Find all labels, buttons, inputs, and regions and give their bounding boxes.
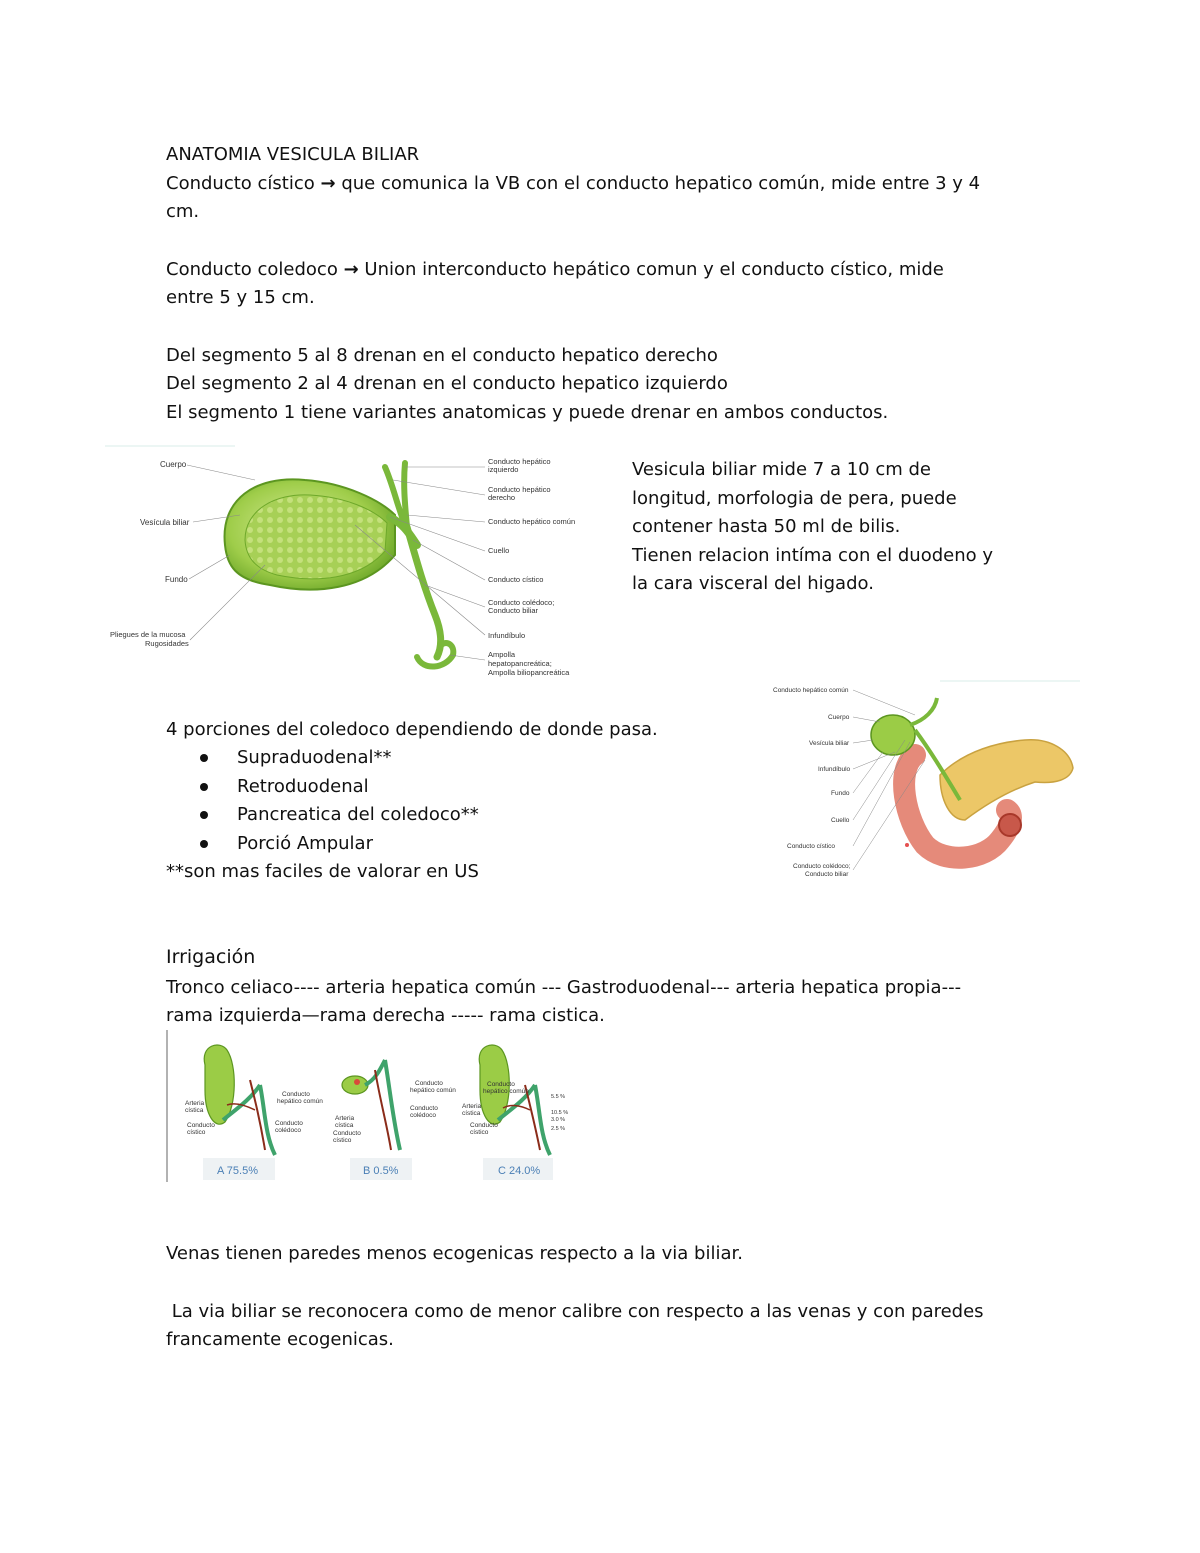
porciones-intro: 4 porciones del coledoco dependiendo de donde pasa. [166,719,658,740]
duct-shape [535,1085,550,1155]
label: Conducto [415,1080,443,1087]
list-item: Pancreatica del coledoco** [166,801,479,830]
label: hepático común [410,1087,456,1094]
label: hepático común [483,1088,529,1095]
label: 2.5 % [551,1126,566,1132]
label-vesicula: Vesícula biliar [140,518,190,527]
via-line1: La via biliar se reconocera como de menor calibre con respecto a las venas y con paredes [166,1301,984,1322]
label: Conducto [282,1091,310,1098]
label: 10.5 % [551,1110,569,1116]
label-fundo: Fundo [831,790,850,797]
label: Arteria [462,1103,482,1110]
label: cístico [333,1137,352,1144]
arrow-right-icon: → [343,259,359,280]
label: colédoco [275,1127,302,1134]
label: cística [335,1122,354,1129]
pancreas-duodenum-figure [765,680,1080,885]
side-text-line: longitud, morfologia de pera, puede [632,487,957,509]
label-pliegues: Pliegues de la mucosa [110,630,186,639]
gallbladder-shape [871,715,915,755]
label: Conducto [410,1105,438,1112]
label: hepático común [277,1098,323,1105]
duct-shape [260,1085,275,1155]
label: Conducto [333,1130,361,1137]
list-item: Retroduodenal [166,773,479,802]
coledoco-line2: entre 5 y 15 cm. [166,287,315,308]
via-line2: francamente ecogenicas. [166,1329,394,1350]
label: cístico [470,1129,489,1136]
list-item: Supraduodenal** [166,744,479,773]
segment-line: Del segmento 2 al 4 drenan en el conducto hepatico izquierdo [166,373,728,394]
variant-panel-a [185,1045,323,1180]
label-coledoco: Conducto colédoco; [793,863,851,870]
cistico-line1 [166,170,980,199]
label-infundibulo: Infundíbulo [488,631,526,640]
label-vesicula: Vesícula biliar [809,740,850,747]
label-hepatico-der-2: derecho [488,493,516,502]
label: 3.0 % [551,1117,566,1123]
label-cuello: Cuello [488,546,510,555]
label-cuello: Cuello [831,817,850,824]
segment-line: Del segmento 5 al 8 drenan en el conducto hepatico derecho [166,345,718,366]
duodenum-lumen-shape [999,814,1021,836]
side-text-line: la cara visceral del higado. [632,573,874,594]
coledoco-line1 [166,256,944,285]
label-cuerpo: Cuerpo [160,460,187,469]
arrow-right-icon: → [320,173,336,194]
caption-b: B 0.5% [363,1165,399,1177]
label: Arteria [335,1115,355,1122]
label-hepatico-izq-1: Conducto hepático [488,457,551,466]
label: colédoco [410,1112,437,1119]
segment-line: El segmento 1 tiene variantes anatomicas y puede drenar en ambos conductos. [166,402,889,423]
label: cística [185,1107,204,1114]
label: Conducto [487,1081,515,1088]
document-title: ANATOMIA VESICULA BILIAR [166,144,420,165]
label-hepatico-comun: Conducto hepático común [488,517,576,526]
side-text-line: contener hasta 50 ml de bilis. [632,516,901,537]
label-rugosidades: Rugosidades [145,639,189,648]
venas-line: Venas tienen paredes menos ecogenicas respecto a la via biliar. [166,1243,743,1264]
cystic-artery-variants-figure [165,1030,585,1185]
side-text-line: Tienen relacion intíma con el duodeno y [632,544,994,566]
label-cuerpo: Cuerpo [828,714,850,721]
label: Conducto [187,1122,215,1129]
label: cística [462,1110,481,1117]
label-infundibulo: Infundíbulo [818,766,851,773]
label-ampolla-3: Ampolla biliopancreática [488,668,570,677]
cistico-text: que comunica la VB con el conducto hepatico común, mide entre 3 y 4 [341,173,981,194]
gallbladder-anatomy-figure [105,445,590,685]
label: cístico [187,1129,206,1136]
label-fundo: Fundo [165,575,188,584]
porciones-list [166,744,479,858]
variant-panel-b [333,1060,456,1180]
label-hepatico-comun: Conducto hepático común [773,687,849,694]
duct-shape [385,1060,400,1150]
cistico-line2: cm. [166,201,200,222]
label-ampolla-1: Ampolla [488,650,516,659]
hepatic-duct-shape [910,698,937,725]
label-biliar: Conducto biliar [805,871,849,878]
caption-a: A 75.5% [217,1165,258,1177]
left-hepatic-duct-shape [404,463,407,527]
side-text-line: Vesicula biliar mide 7 a 10 cm de [632,459,931,480]
label-coledoco: Conducto colédoco; [488,598,555,607]
label-hepatico-der-1: Conducto hepático [488,485,551,494]
label-cistico: Conducto cístico [488,575,544,584]
list-item: Porció Ampular [166,830,479,859]
label: Conducto [470,1122,498,1129]
cistico-term: Conducto cístico [166,173,315,194]
artery-shape [503,1106,530,1110]
common-bile-duct-shape [407,527,441,657]
irrigacion-line2: rama izquierda—rama derecha ----- rama cistica. [166,1005,605,1026]
label-hepatico-izq-2: izquierdo [488,465,519,474]
irrigacion-line1: Tronco celiaco---- arteria hepatica común --- Gastroduodenal--- arteria hepatica propia--- [166,977,962,998]
label: Arteria [185,1100,205,1107]
caption-c: C 24.0% [498,1165,541,1177]
irrigacion-heading: Irrigación [166,946,256,968]
label: Conducto [275,1120,303,1127]
marker-dot [905,843,909,847]
label-biliar: Conducto biliar [488,606,539,615]
gallbladder-shape [342,1076,368,1094]
coledoco-text: Union interconducto hepático comun y el conducto cístico, mide [364,259,944,280]
label-ampolla-2: hepatopancreática; [488,659,552,668]
label-cistico: Conducto cístico [787,843,836,850]
variant-panel-c [462,1045,568,1180]
porciones-note: **son mas faciles de valorar en US [166,861,479,882]
marker-dot [354,1079,360,1085]
label: 5.5 % [551,1094,566,1100]
coledoco-term: Conducto coledoco [166,259,338,280]
side-text-block [632,456,993,599]
